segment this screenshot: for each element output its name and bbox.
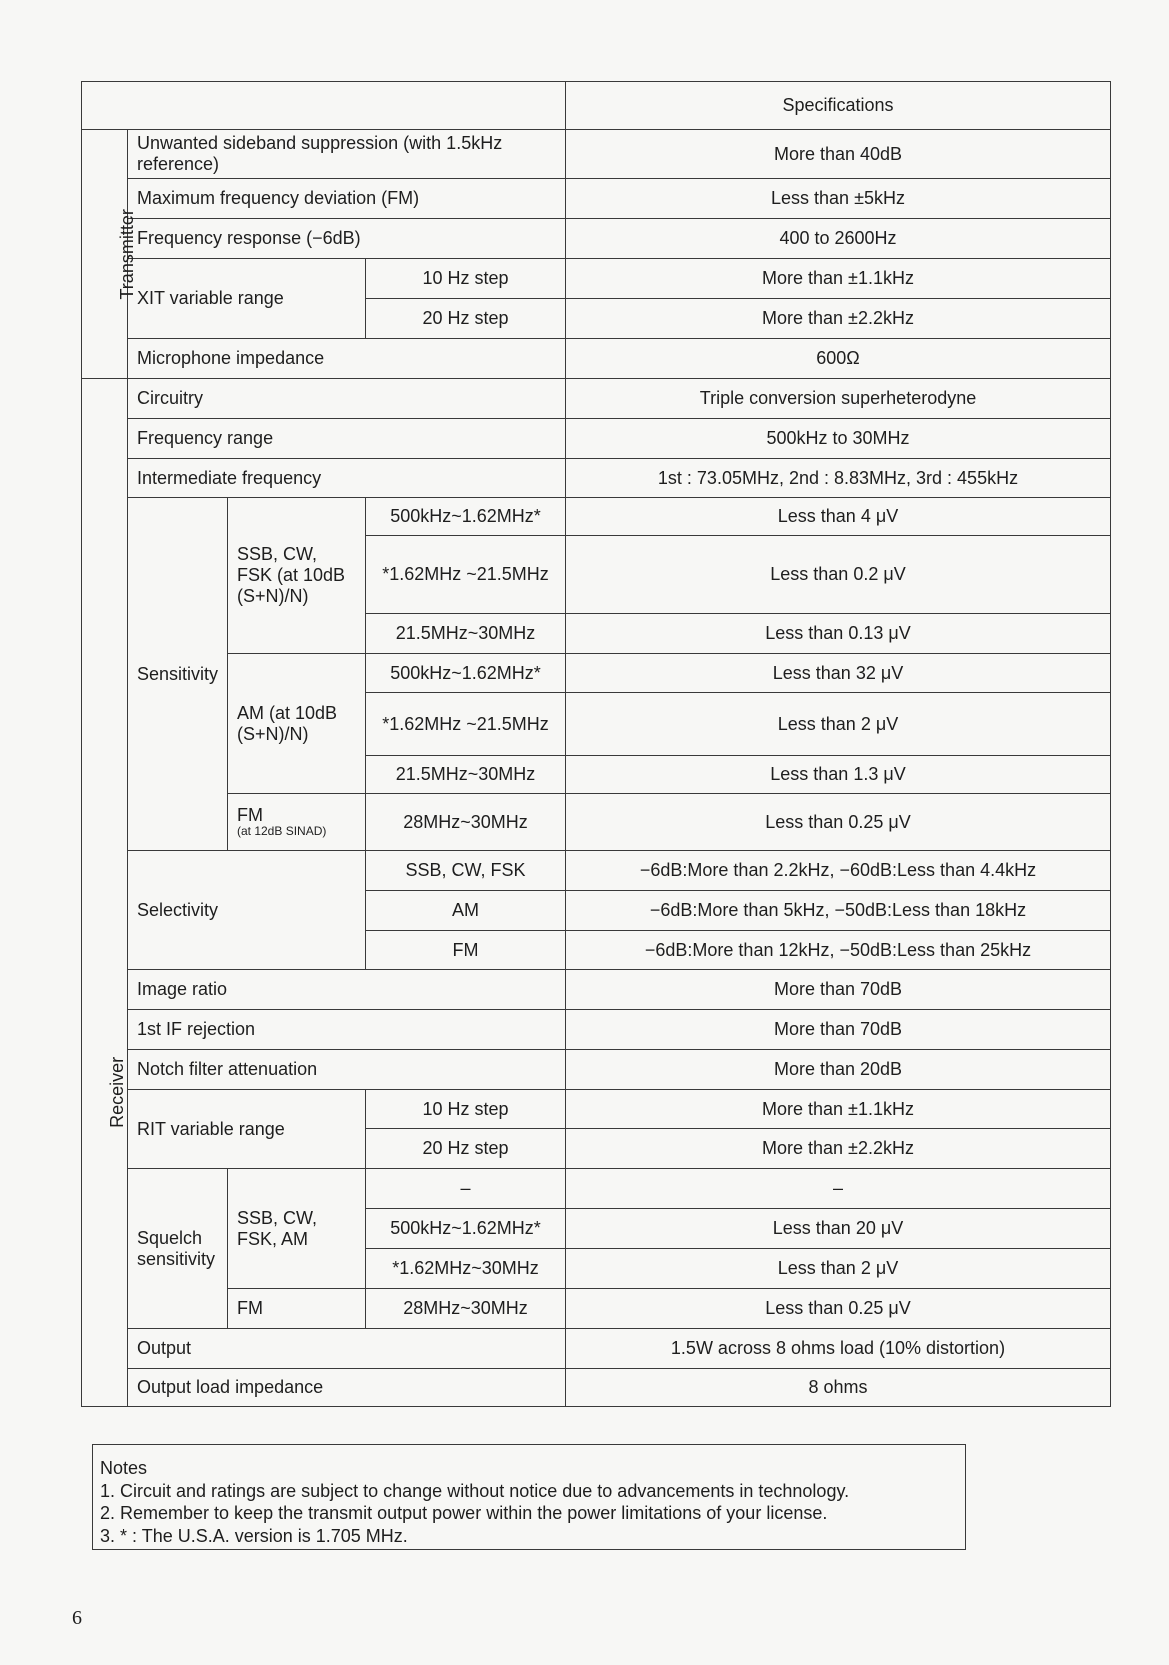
- row-label: Output: [128, 1329, 566, 1369]
- table-row: [82, 259, 1111, 299]
- table-row: [82, 339, 1111, 379]
- table-row: [82, 419, 1111, 459]
- row-value: More than ±2.2kHz: [566, 299, 1111, 339]
- row-value: Less than 0.2 μV: [566, 536, 1111, 614]
- table-row: [82, 1050, 1111, 1090]
- row-value: −6dB:More than 2.2kHz, −60dB:Less than 4.4kHz: [566, 851, 1111, 891]
- range-cell: 21.5MHz~30MHz: [366, 756, 566, 794]
- row-value: –: [566, 1169, 1111, 1209]
- row-label: Circuitry: [128, 379, 566, 419]
- row-value: Less than 20 μV: [566, 1209, 1111, 1249]
- row-label: Intermediate frequency: [128, 459, 566, 498]
- sensitivity-label: Sensitivity: [128, 498, 228, 851]
- range-cell: 500kHz~1.62MHz*: [366, 654, 566, 693]
- range-cell: 28MHz~30MHz: [366, 794, 566, 851]
- table-row: [82, 379, 1111, 419]
- mode-label: FM: [228, 1289, 366, 1329]
- transmitter-section-label: Transmitter: [82, 130, 128, 379]
- specifications-table: [81, 81, 1111, 1407]
- range-cell: 21.5MHz~30MHz: [366, 614, 566, 654]
- squelch-label: Squelch sensitivity: [128, 1169, 228, 1329]
- table-row: [82, 1369, 1111, 1407]
- step-cell: 20 Hz step: [366, 1129, 566, 1169]
- notes-box: [92, 1444, 966, 1550]
- notes-title: Notes: [100, 1458, 148, 1478]
- row-value: More than ±1.1kHz: [566, 1090, 1111, 1129]
- table-row: [82, 498, 1111, 536]
- row-value: Less than ±5kHz: [566, 179, 1111, 219]
- row-value: −6dB:More than 5kHz, −50dB:Less than 18kHz: [566, 891, 1111, 931]
- receiver-section-label: Receiver: [82, 379, 128, 1407]
- table-row: [82, 794, 1111, 851]
- row-label: Output load impedance: [128, 1369, 566, 1407]
- row-value: Less than 0.25 μV: [566, 1289, 1111, 1329]
- row-label: XIT variable range: [128, 259, 366, 339]
- table-row: [82, 1090, 1111, 1129]
- row-value: Less than 2 μV: [566, 693, 1111, 756]
- table-row: [82, 1329, 1111, 1369]
- table-row: [82, 1289, 1111, 1329]
- range-cell: –: [366, 1169, 566, 1209]
- table-row: [82, 130, 1111, 179]
- step-cell: 10 Hz step: [366, 1090, 566, 1129]
- mode-label: FM (at 12dB SINAD): [228, 794, 366, 851]
- range-cell: *1.62MHz ~21.5MHz: [366, 693, 566, 756]
- row-value: More than 20dB: [566, 1050, 1111, 1090]
- specifications-header: Specifications: [566, 82, 1111, 130]
- row-value: Less than 2 μV: [566, 1249, 1111, 1289]
- row-value: −6dB:More than 12kHz, −50dB:Less than 25kHz: [566, 931, 1111, 970]
- page-number: 6: [72, 1607, 82, 1629]
- step-cell: 10 Hz step: [366, 259, 566, 299]
- table-row: [82, 219, 1111, 259]
- row-value: More than ±1.1kHz: [566, 259, 1111, 299]
- row-label: RIT variable range: [128, 1090, 366, 1169]
- row-value: Less than 0.13 μV: [566, 614, 1111, 654]
- row-label: Image ratio: [128, 970, 566, 1010]
- mode-cell: SSB, CW, FSK: [366, 851, 566, 891]
- row-label: Frequency range: [128, 419, 566, 459]
- range-cell: *1.62MHz~30MHz: [366, 1249, 566, 1289]
- table-row: [82, 1010, 1111, 1050]
- row-value: More than 40dB: [566, 130, 1111, 179]
- row-value: More than 70dB: [566, 970, 1111, 1010]
- table-row: [82, 654, 1111, 693]
- mode-label: SSB, CW, FSK (at 10dB (S+N)/N): [228, 498, 366, 654]
- row-value: Triple conversion superheterodyne: [566, 379, 1111, 419]
- mode-cell: FM: [366, 931, 566, 970]
- note-item: 3. * : The U.S.A. version is 1.705 MHz.: [100, 1525, 408, 1546]
- row-label: Microphone impedance: [128, 339, 566, 379]
- table-header-row: [82, 82, 1111, 130]
- selectivity-label: Selectivity: [128, 851, 366, 970]
- row-value: Less than 32 μV: [566, 654, 1111, 693]
- row-value: 500kHz to 30MHz: [566, 419, 1111, 459]
- row-label: 1st IF rejection: [128, 1010, 566, 1050]
- table-row: [82, 459, 1111, 498]
- note-item: 1. Circuit and ratings are subject to change without notice due to advancements in technology.: [100, 1480, 850, 1501]
- range-cell: 28MHz~30MHz: [366, 1289, 566, 1329]
- row-label: Notch filter attenuation: [128, 1050, 566, 1090]
- range-cell: 500kHz~1.62MHz*: [366, 498, 566, 536]
- row-value: More than 70dB: [566, 1010, 1111, 1050]
- row-value: Less than 4 μV: [566, 498, 1111, 536]
- header-blank-cell: [82, 82, 566, 130]
- row-value: Less than 0.25 μV: [566, 794, 1111, 851]
- row-value: Less than 1.3 μV: [566, 756, 1111, 794]
- row-label: Unwanted sideband suppression (with 1.5kHz reference): [128, 130, 566, 179]
- table-row: [82, 970, 1111, 1010]
- row-value: 8 ohms: [566, 1369, 1111, 1407]
- mode-cell: AM: [366, 891, 566, 931]
- row-value: More than ±2.2kHz: [566, 1129, 1111, 1169]
- row-value: 1st : 73.05MHz, 2nd : 8.83MHz, 3rd : 455kHz: [566, 459, 1111, 498]
- table-row: [82, 851, 1111, 891]
- range-cell: *1.62MHz ~21.5MHz: [366, 536, 566, 614]
- row-value: 1.5W across 8 ohms load (10% distortion): [566, 1329, 1111, 1369]
- table-row: [82, 179, 1111, 219]
- row-label: Frequency response (−6dB): [128, 219, 566, 259]
- range-cell: 500kHz~1.62MHz*: [366, 1209, 566, 1249]
- step-cell: 20 Hz step: [366, 299, 566, 339]
- row-label: Maximum frequency deviation (FM): [128, 179, 566, 219]
- mode-label: SSB, CW, FSK, AM: [228, 1169, 366, 1289]
- mode-label: AM (at 10dB (S+N)/N): [228, 654, 366, 794]
- row-value: 600Ω: [566, 339, 1111, 379]
- note-item: 2. Remember to keep the transmit output power within the power limitations of your license.: [100, 1503, 828, 1523]
- table-row: [82, 1169, 1111, 1209]
- row-value: 400 to 2600Hz: [566, 219, 1111, 259]
